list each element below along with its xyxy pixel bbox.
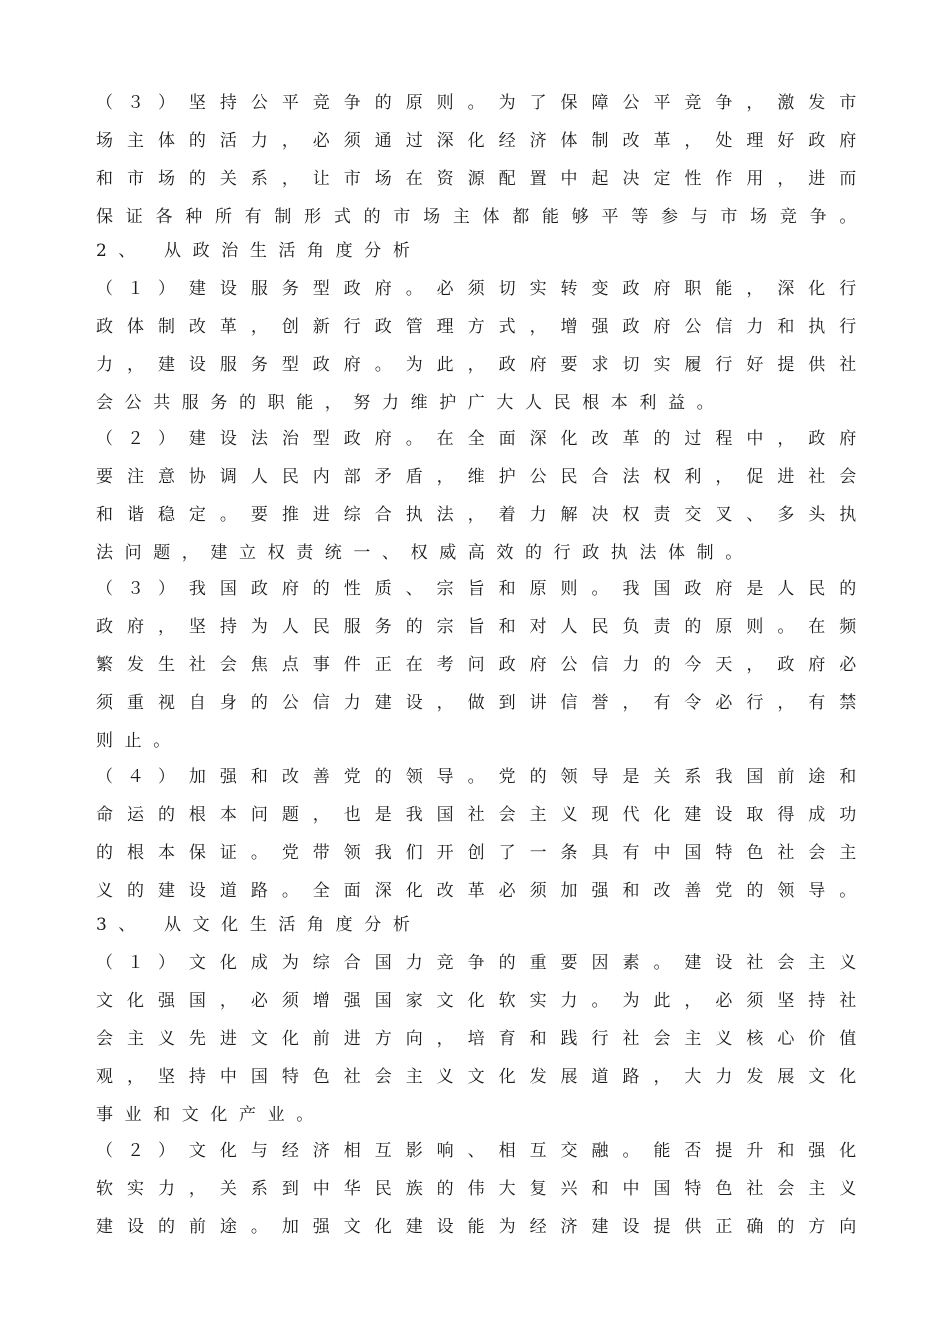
text-line: （ ３ ） 坚 持 公 平 竞 争 的 原 则 。 为 了 保 障 公 平 竞 争 ， 激 发 市 (96, 93, 856, 113)
text-line: 建 设 的 前 途 。 加 强 文 化 建 设 能 为 经 济 建 设 提 供 正 确 的 方 向 (96, 1217, 856, 1237)
text-line: 力 ， 建 设 服 务 型 政 府 。 为 此 ， 政 府 要 求 切 实 履 行 好 提 供 社 (96, 355, 856, 375)
text-line: 则止。 (96, 731, 182, 751)
text-line: 和 市 场 的 关 系 ， 让 市 场 在 资 源 配 置 中 起 决 定 性 作 用 ， 进 而 (96, 169, 856, 189)
text-line: （ ２ ） 文 化 与 经 济 相 互 影 响 、 相 互 交 融 。 能 否 提 升 和 强 化 (96, 1141, 856, 1161)
text-line: 要 注 意 协 调 人 民 内 部 矛 盾 ， 维 护 公 民 合 法 权 利 ， 促 进 社 会 (96, 467, 856, 487)
section-heading: 2、 从政治生活角度分析 (96, 241, 422, 261)
text-line: （ ２ ） 建 设 法 治 型 政 府 。 在 全 面 深 化 改 革 的 过 程 中 ， 政 府 (96, 429, 856, 449)
text-line: 场 主 体 的 活 力 ， 必 须 通 过 深 化 经 济 体 制 改 革 ， 处 理 好 政 府 (96, 131, 856, 151)
text-line: 的 根 本 保 证 。 党 带 领 我 们 开 创 了 一 条 具 有 中 国 特 色 社 会 主 (96, 843, 856, 863)
text-line: 政 体 制 改 革 ， 创 新 行 政 管 理 方 式 ， 增 强 政 府 公 信 力 和 执 行 (96, 317, 856, 337)
text-line: 观 ， 坚 持 中 国 特 色 社 会 主 义 文 化 发 展 道 路 ， 大 力 发 展 文 化 (96, 1067, 856, 1087)
text-line: 义 的 建 设 道 路 。 全 面 深 化 改 革 必 须 加 强 和 改 善 党 的 领 导 。 (96, 881, 856, 901)
text-line: （ ３ ） 我 国 政 府 的 性 质 、 宗 旨 和 原 则 。 我 国 政 府 是 人 民 的 (96, 579, 856, 599)
text-line: 保 证 各 种 所 有 制 形 式 的 市 场 主 体 都 能 够 平 等 参 与 市 场 竞 争 。 (96, 207, 856, 227)
section-heading: 3、 从文化生活角度分析 (96, 915, 422, 935)
text-line: 会公共服务的职能，努力维护广大人民根本利益。 (96, 393, 726, 413)
text-line: 文 化 强 国 ， 必 须 增 强 国 家 文 化 软 实 力 。 为 此 ， 必 须 坚 持 社 (96, 991, 856, 1011)
text-line: 法问题，建立权责统一、权威高效的行政执法体制。 (96, 543, 754, 563)
text-line: 和 谐 稳 定 。 要 推 进 综 合 执 法 ， 着 力 解 决 权 责 交 叉 、 多 头 执 (96, 505, 856, 525)
text-line: 会 主 义 先 进 文 化 前 进 方 向 ， 培 育 和 践 行 社 会 主 义 核 心 价 值 (96, 1029, 856, 1049)
text-line: （ １ ） 文 化 成 为 综 合 国 力 竞 争 的 重 要 因 素 。 建 设 社 会 主 义 (96, 953, 856, 973)
text-line: （ １ ） 建 设 服 务 型 政 府 。 必 须 切 实 转 变 政 府 职 能 ， 深 化 行 (96, 279, 856, 299)
text-line: 命 运 的 根 本 问 题 ， 也 是 我 国 社 会 主 义 现 代 化 建 设 取 得 成 功 (96, 805, 856, 825)
text-line: 政 府 ， 坚 持 为 人 民 服 务 的 宗 旨 和 对 人 民 负 责 的 原 则 。 在 频 (96, 617, 856, 637)
text-line: 繁 发 生 社 会 焦 点 事 件 正 在 考 问 政 府 公 信 力 的 今 天 ， 政 府 必 (96, 655, 856, 675)
text-line: 须 重 视 自 身 的 公 信 力 建 设 ， 做 到 讲 信 誉 ， 有 令 必 行 ， 有 禁 (96, 693, 856, 713)
text-line: （ ４ ） 加 强 和 改 善 党 的 领 导 。 党 的 领 导 是 关 系 我 国 前 途 和 (96, 767, 856, 787)
text-line: 软 实 力 ， 关 系 到 中 华 民 族 的 伟 大 复 兴 和 中 国 特 色 社 会 主 义 (96, 1179, 856, 1199)
text-line: 事业和文化产业。 (96, 1105, 325, 1125)
